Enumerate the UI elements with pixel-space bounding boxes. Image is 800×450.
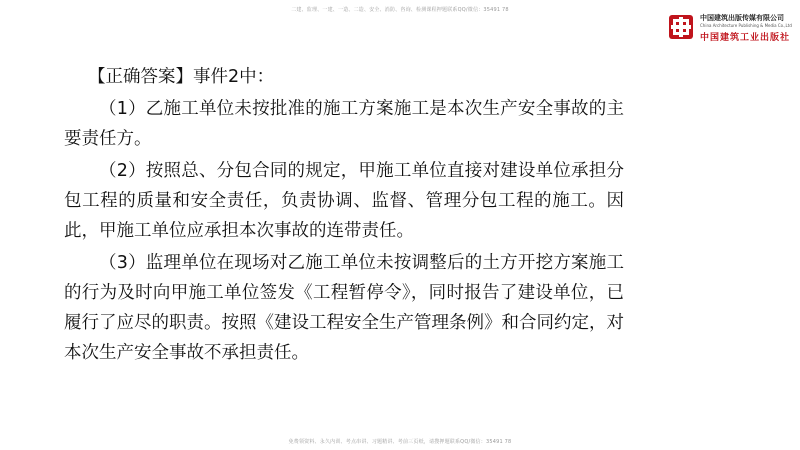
- answer-paragraph-1: （1）乙施工单位未按批准的施工方案施工是本次生产安全事故的主要责任方。: [64, 99, 624, 149]
- answer-paragraph-2: （2）按照总、分包合同的规定，甲施工单位直接对建设单位承担分包工程的质量和安全责任，负责协调、监督、管理分包工程的施工。因此，甲施工单位应承担本次事故的连带责任。: [64, 161, 624, 241]
- header-contact-note: 二建、监理、一建、一造、二造、安全、消防、咨询、检测课程押题联系QQ/微信：35491 78: [291, 7, 509, 13]
- publisher-name-cn: 中国建筑出版传媒有限公司: [700, 14, 784, 22]
- publisher-calligraphy: 中国建筑工业出版社: [700, 33, 791, 43]
- publisher-logo: [668, 10, 792, 44]
- publisher-emblem-icon: [668, 14, 694, 40]
- publisher-name-en: China Architecture Publishing & Media Co.,Ltd: [700, 23, 792, 28]
- answer-content: [64, 62, 624, 370]
- answer-paragraph-3: （3）监理单位在现场对乙施工单位未按调整后的土方开挖方案施工的行为及时向甲施工单位签发《工程暂停令》，同时报告了建设单位，已履行了应尽的职责。按照《建设工程安全生产管理条例》和合同约定，对本次生产安全事故不承担责任。: [64, 253, 624, 363]
- footer-contact-note: 免费领资料、永久内训、考点串讲、习题精讲、考前三页纸，请搜押题联系QQ/微信：35491 78: [288, 439, 512, 445]
- answer-heading: 【正确答案】事件2中：: [88, 67, 275, 87]
